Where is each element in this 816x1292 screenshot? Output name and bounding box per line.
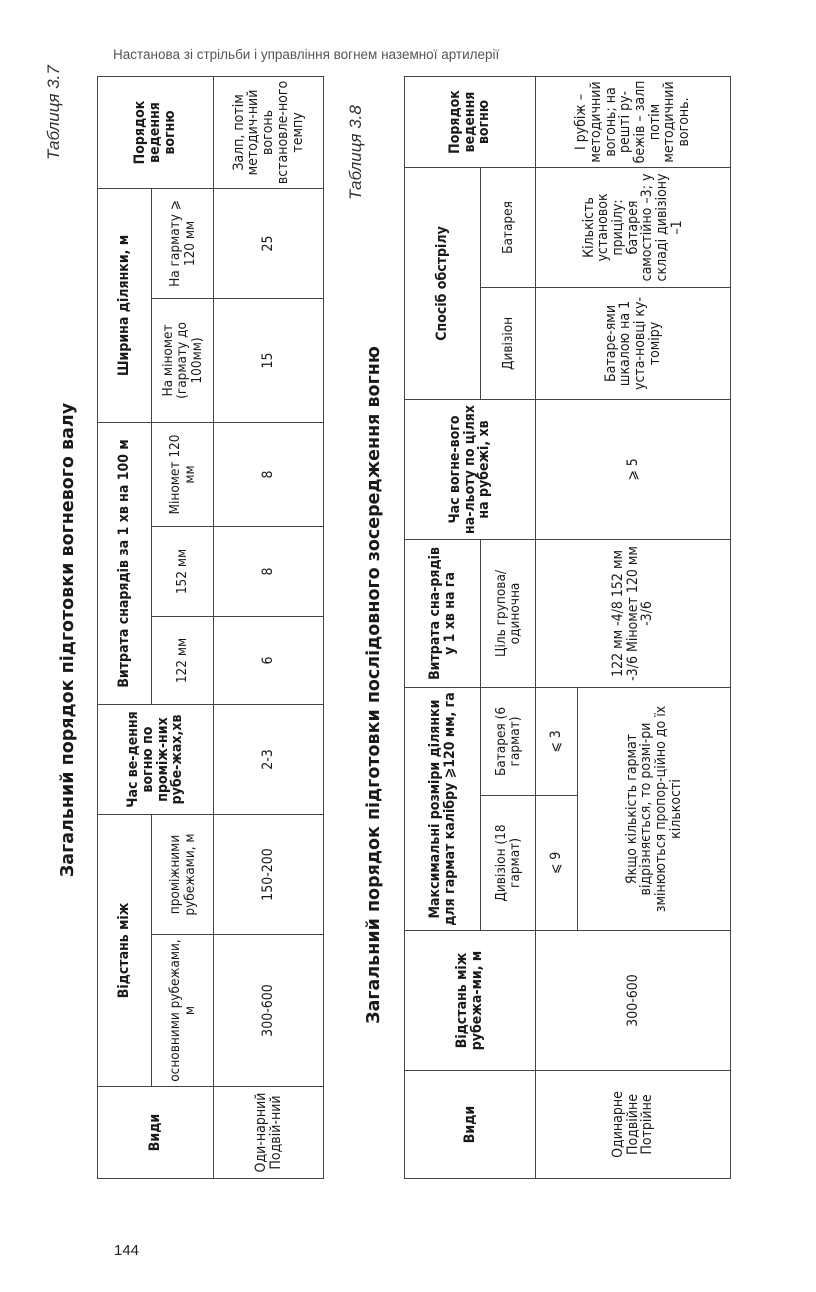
- col-width-gun: На гармату ⩾ 120 мм: [152, 188, 214, 298]
- cell-width-mortar: 15: [214, 298, 324, 422]
- col-time: Час вогне-вого на-льоту по цілях на рубежі, хв: [405, 399, 536, 539]
- cell-time: ⩾ 5: [536, 399, 731, 539]
- cell-max-div: ⩽ 9: [536, 796, 578, 931]
- table-row: [536, 76, 578, 1178]
- col-method-bat: Батарея: [481, 167, 536, 287]
- cell-width-gun: 25: [214, 188, 324, 298]
- col-distance: Відстань між: [98, 814, 152, 1086]
- col-time: Час ве-дення вогню по проміж-них рубе-жах,хв: [98, 704, 214, 814]
- cell-ammo-mortar: 8: [214, 422, 324, 526]
- col-ammo: Витрата сна-рядів у 1 хв на га: [405, 539, 481, 687]
- cell-max-note: Якщо кількість гармат відрізняється, то розмі-ри змінюються пропор-ційно до їх кількості: [578, 687, 731, 930]
- cell-distance: 300-600: [536, 931, 731, 1071]
- col-width: Ширина ділянки, м: [98, 188, 152, 422]
- col-order: Порядок ведення вогню: [405, 76, 536, 167]
- cell-method-bat: Кількість установок прицілу: батарея самостійно –3; у складі дивізіону –1: [536, 167, 731, 287]
- table-row: [214, 76, 324, 1178]
- col-distance: Відстань між рубежа-ми, м: [405, 931, 536, 1071]
- cell-order: І рубіж – методичний вогонь; на решті ру-бежів – залп потім методичний вогонь.: [536, 76, 731, 167]
- col-method-div: Дивізіон: [481, 287, 536, 399]
- table-3-7-title: Загальний порядок підготовки вогневого валу: [58, 402, 78, 878]
- table-3-8-title: Загальний порядок підготовки послідовного зосередження вогню: [364, 346, 384, 1024]
- cell-ammo-152: 8: [214, 526, 324, 616]
- col-width-mortar: На міномет (гармату до 100мм): [152, 298, 214, 422]
- col-max-div: Дивізіон (18 гармат): [481, 796, 536, 931]
- table-3-8: [404, 76, 731, 1179]
- col-ammo-mortar: Міномет 120 мм: [152, 422, 214, 526]
- col-ammo: Витрата снарядів за 1 хв на 100 м: [98, 422, 152, 704]
- cell-types: Оди-нарний Подвій-ний: [214, 1087, 324, 1179]
- col-distance-main: основними рубежами, м: [152, 935, 214, 1087]
- page-number: 144: [114, 1242, 140, 1259]
- cell-method-div: Батаре-ями шкалою на 1 уста-новці ку-томіру: [536, 287, 731, 399]
- table-3-8-label: Таблиця 3.8: [346, 105, 365, 200]
- cell-dist-main: 300-600: [214, 935, 324, 1087]
- col-max-bat: Батарея (6 гармат): [481, 687, 536, 795]
- cell-max-bat: ⩽ 3: [536, 687, 578, 795]
- col-max-size: Максимальні розміри ділянки для гармат калібру ⩾120 мм, га: [405, 687, 481, 930]
- col-ammo-152: 152 мм: [152, 526, 214, 616]
- col-ammo-sub: Ціль групова/ одиночна: [481, 539, 536, 687]
- table-3-7: [97, 76, 324, 1179]
- col-ammo-122: 122 мм: [152, 616, 214, 704]
- col-types: Види: [98, 1087, 214, 1179]
- table-3-7-label: Таблиця 3.7: [44, 65, 63, 160]
- cell-dist-inter: 150-200: [214, 814, 324, 934]
- cell-ammo-122: 6: [214, 616, 324, 704]
- col-method: Спосіб обстрілу: [405, 167, 481, 399]
- running-header: Настанова зі стрільби і управління вогнем наземної артилерії: [113, 47, 500, 62]
- col-types: Види: [405, 1071, 536, 1179]
- cell-ammo: 122 мм -4/8 152 мм -3/6 Міномет 120 мм -3/6: [536, 539, 731, 687]
- col-distance-inter: проміжними рубежами, м: [152, 814, 214, 934]
- cell-types: Одинарне Подвійне Потрійне: [536, 1071, 731, 1179]
- cell-time: 2-3: [214, 704, 324, 814]
- col-order: Порядок ведення вогню: [98, 76, 214, 188]
- cell-order: Залп, потім методич-ний вогонь встановле-ного темпу: [214, 76, 324, 188]
